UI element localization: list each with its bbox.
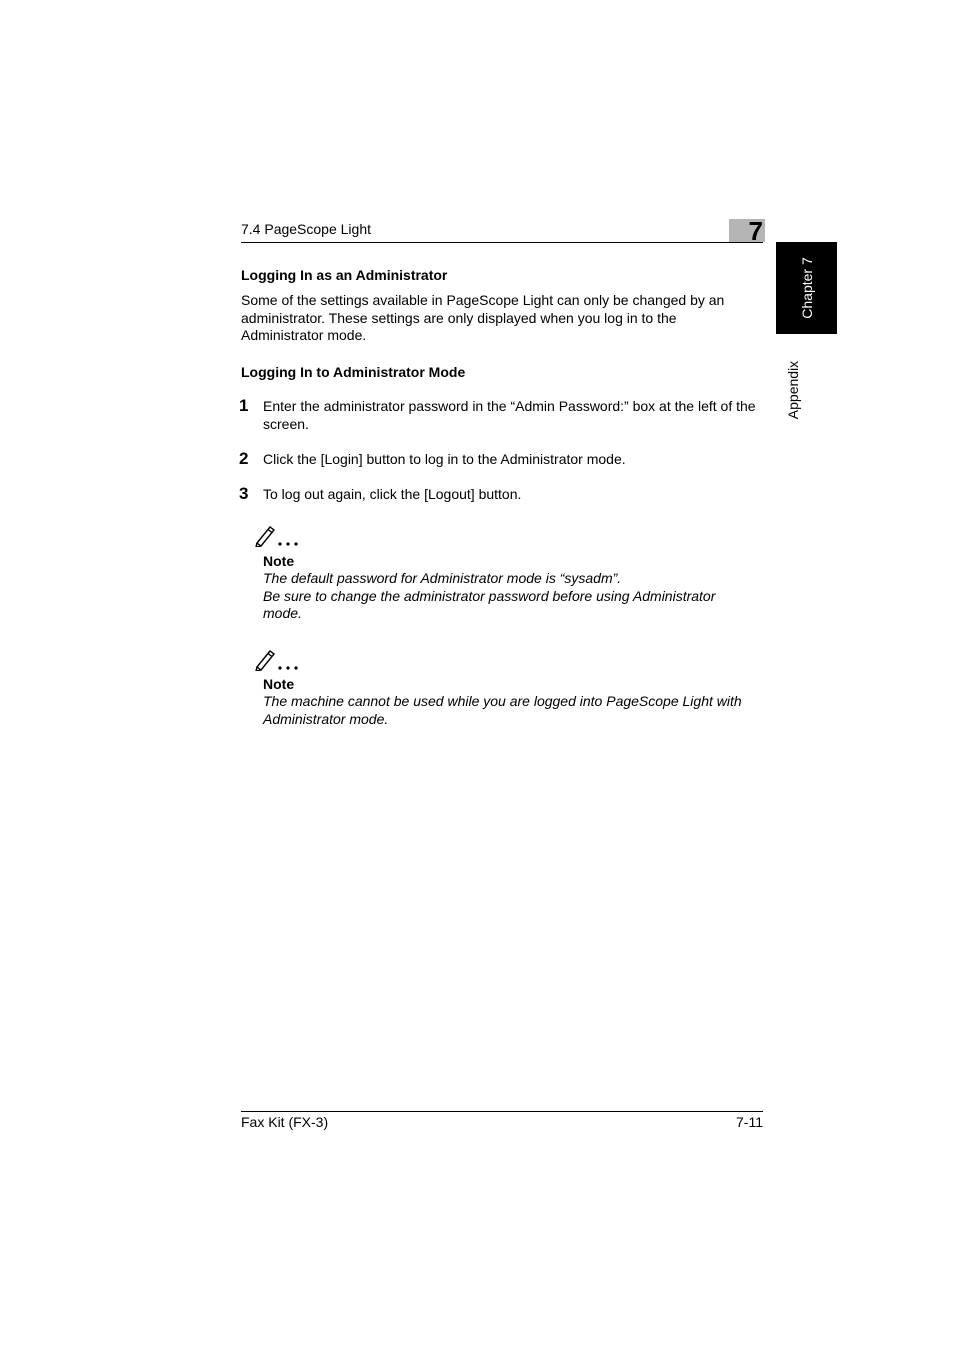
note-label: Note [263, 553, 295, 569]
footer-divider [241, 1111, 763, 1112]
section-paragraph: Some of the settings available in PageScope Light can only be changed by an administrator. These settings are only displayed when you log in to the Administrator mode. [241, 292, 725, 343]
side-tab-appendix-label: Appendix [785, 360, 801, 420]
section-heading: Logging In to Administrator Mode [241, 364, 466, 380]
step-number: 2 [239, 449, 249, 468]
note-line: The machine cannot be used while you are logged into PageScope Light with [263, 693, 742, 709]
step-text: To log out again, click the [Logout] button. [263, 486, 522, 502]
note-body [263, 693, 763, 728]
note-line: The default password for Administrator mode is “sysadm”. [263, 570, 622, 586]
chapter-badge [729, 216, 765, 246]
page-number: 7-11 [736, 1114, 763, 1130]
side-tab-chapter[interactable] [776, 242, 837, 334]
section-heading: Logging In as an Administrator [241, 267, 448, 283]
header-divider [241, 242, 763, 243]
step-text: Click the [Login] button to log in to the Administrator mode. [263, 451, 626, 467]
note-label: Note [263, 676, 295, 692]
note-line: Be sure to change the administrator password before using Administrator [263, 587, 716, 604]
section-header: 7.4 PageScope Light [241, 221, 371, 237]
note-line: mode. [263, 605, 302, 621]
chapter-number: 7 [748, 216, 763, 246]
pencil-note-icon [254, 647, 302, 671]
note-line: Administrator mode. [263, 710, 389, 727]
side-tab-appendix[interactable] [776, 344, 810, 436]
footer-product: Fax Kit (FX-3) [241, 1114, 329, 1130]
pencil-note-icon [254, 523, 302, 547]
step-number: 1 [239, 396, 249, 415]
step-text: Enter the administrator password in the “Admin Password:” box at the left of the screen. [263, 398, 756, 432]
side-tab-chapter-label: Chapter 7 [799, 257, 815, 319]
step-number: 3 [239, 484, 249, 503]
note-body [263, 570, 763, 623]
